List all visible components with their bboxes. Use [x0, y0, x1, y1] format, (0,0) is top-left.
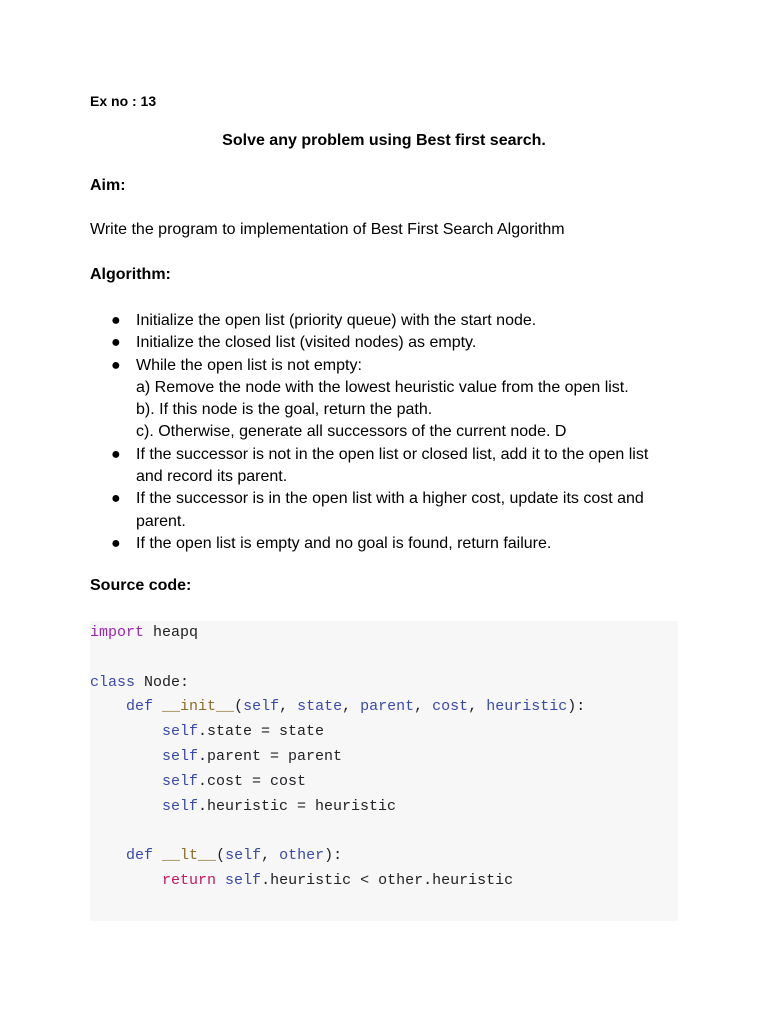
code-token: .state = state — [198, 723, 325, 741]
algorithm-step — [90, 332, 680, 354]
code-token: class — [90, 673, 136, 691]
code-token: self — [162, 772, 199, 790]
code-token: def — [126, 698, 154, 716]
code-token: .heuristic = heuristic — [198, 797, 397, 815]
algorithm-heading: Algorithm: — [90, 266, 171, 283]
code-token: heuristic — [486, 698, 568, 716]
code-content — [90, 621, 585, 894]
code-token: self — [243, 698, 280, 716]
code-token: .cost = cost — [198, 772, 307, 790]
bullet-icon: ● — [111, 334, 121, 352]
code-line — [90, 869, 585, 894]
algorithm-step — [90, 488, 680, 533]
code-token: cost — [432, 698, 469, 716]
code-token — [90, 773, 162, 790]
algorithm-step — [90, 533, 680, 555]
code-token: ): — [567, 698, 586, 716]
algorithm-step-text: and record its parent. — [136, 468, 288, 486]
algorithm-step — [90, 310, 680, 332]
algorithm-step-text: b). If this node is the goal, return the path. — [136, 401, 433, 419]
code-token: .heuristic < other.heuristic — [261, 871, 514, 889]
algorithm-step-text: While the open list is not empty: — [136, 356, 362, 374]
code-token — [90, 698, 126, 715]
code-token — [90, 872, 162, 889]
document-title: Solve any problem using Best first search. — [222, 132, 546, 149]
code-token: ( — [234, 698, 244, 716]
bullet-icon: ● — [111, 356, 121, 374]
algorithm-step — [90, 355, 680, 444]
code-token — [90, 798, 162, 815]
code-line — [90, 695, 585, 720]
code-line — [90, 621, 585, 646]
code-token: def — [126, 847, 154, 865]
algorithm-step-text: a) Remove the node with the lowest heuristic value from the open list. — [136, 378, 629, 396]
code-line — [90, 720, 585, 745]
code-token: __init__ — [162, 698, 235, 716]
code-token: .parent = parent — [198, 747, 343, 765]
code-token: self — [162, 797, 199, 815]
code-block — [90, 621, 678, 921]
algorithm-step-text: parent. — [136, 512, 186, 530]
aim-heading: Aim: — [90, 177, 126, 194]
code-line — [90, 844, 585, 869]
code-line — [90, 671, 585, 696]
code-token: , — [468, 698, 487, 716]
algorithm-step-text: If the successor is in the open list with a higher cost, update its cost and — [136, 490, 644, 508]
code-token — [153, 847, 162, 864]
algorithm-step-text: Initialize the open list (priority queue) with the start node. — [136, 312, 537, 329]
code-line — [90, 770, 585, 795]
code-line — [90, 745, 585, 770]
code-token: return — [162, 871, 217, 889]
algorithm-step-text: If the open list is empty and no goal is found, return failure. — [136, 534, 552, 552]
code-token: Node: — [135, 673, 190, 691]
code-token: import — [90, 624, 145, 641]
code-token: ( — [216, 847, 226, 865]
code-line — [90, 819, 585, 844]
code-token: , — [279, 698, 298, 716]
code-token: other — [279, 847, 325, 865]
bullet-icon: ● — [111, 312, 121, 329]
code-token — [90, 723, 162, 740]
code-token: , — [342, 698, 361, 716]
code-token — [216, 872, 225, 889]
code-token — [153, 698, 162, 715]
code-token: self — [225, 871, 262, 889]
algorithm-step — [90, 444, 680, 489]
algorithm-step-text: If the successor is not in the open list or closed list, add it to the open list — [136, 445, 649, 463]
code-token: self — [225, 847, 262, 865]
code-token — [90, 847, 126, 864]
aim-text: Write the program to implementation of Best First Search Algorithm — [90, 221, 565, 238]
code-token: state — [297, 698, 343, 716]
algorithm-step-text: c). Otherwise, generate all successors of the current node. D — [136, 423, 567, 441]
source-code-heading: Source code: — [90, 577, 192, 594]
algorithm-list — [90, 310, 680, 555]
code-token: , — [261, 847, 280, 865]
code-token: self — [162, 747, 199, 765]
code-line — [90, 646, 585, 671]
code-token: self — [162, 723, 199, 741]
code-line — [90, 795, 585, 820]
code-token: parent — [360, 698, 415, 716]
code-token: __lt__ — [162, 847, 217, 865]
bullet-icon: ● — [111, 534, 121, 552]
bullet-icon: ● — [111, 445, 121, 463]
code-token: ): — [324, 847, 343, 865]
algorithm-step-text: Initialize the closed list (visited nodes) as empty. — [136, 334, 477, 352]
code-token: heapq — [144, 624, 199, 641]
bullet-icon: ● — [111, 490, 121, 508]
code-token: , — [414, 698, 433, 716]
exercise-number: Ex no : 13 — [90, 93, 157, 109]
code-token — [90, 748, 162, 765]
